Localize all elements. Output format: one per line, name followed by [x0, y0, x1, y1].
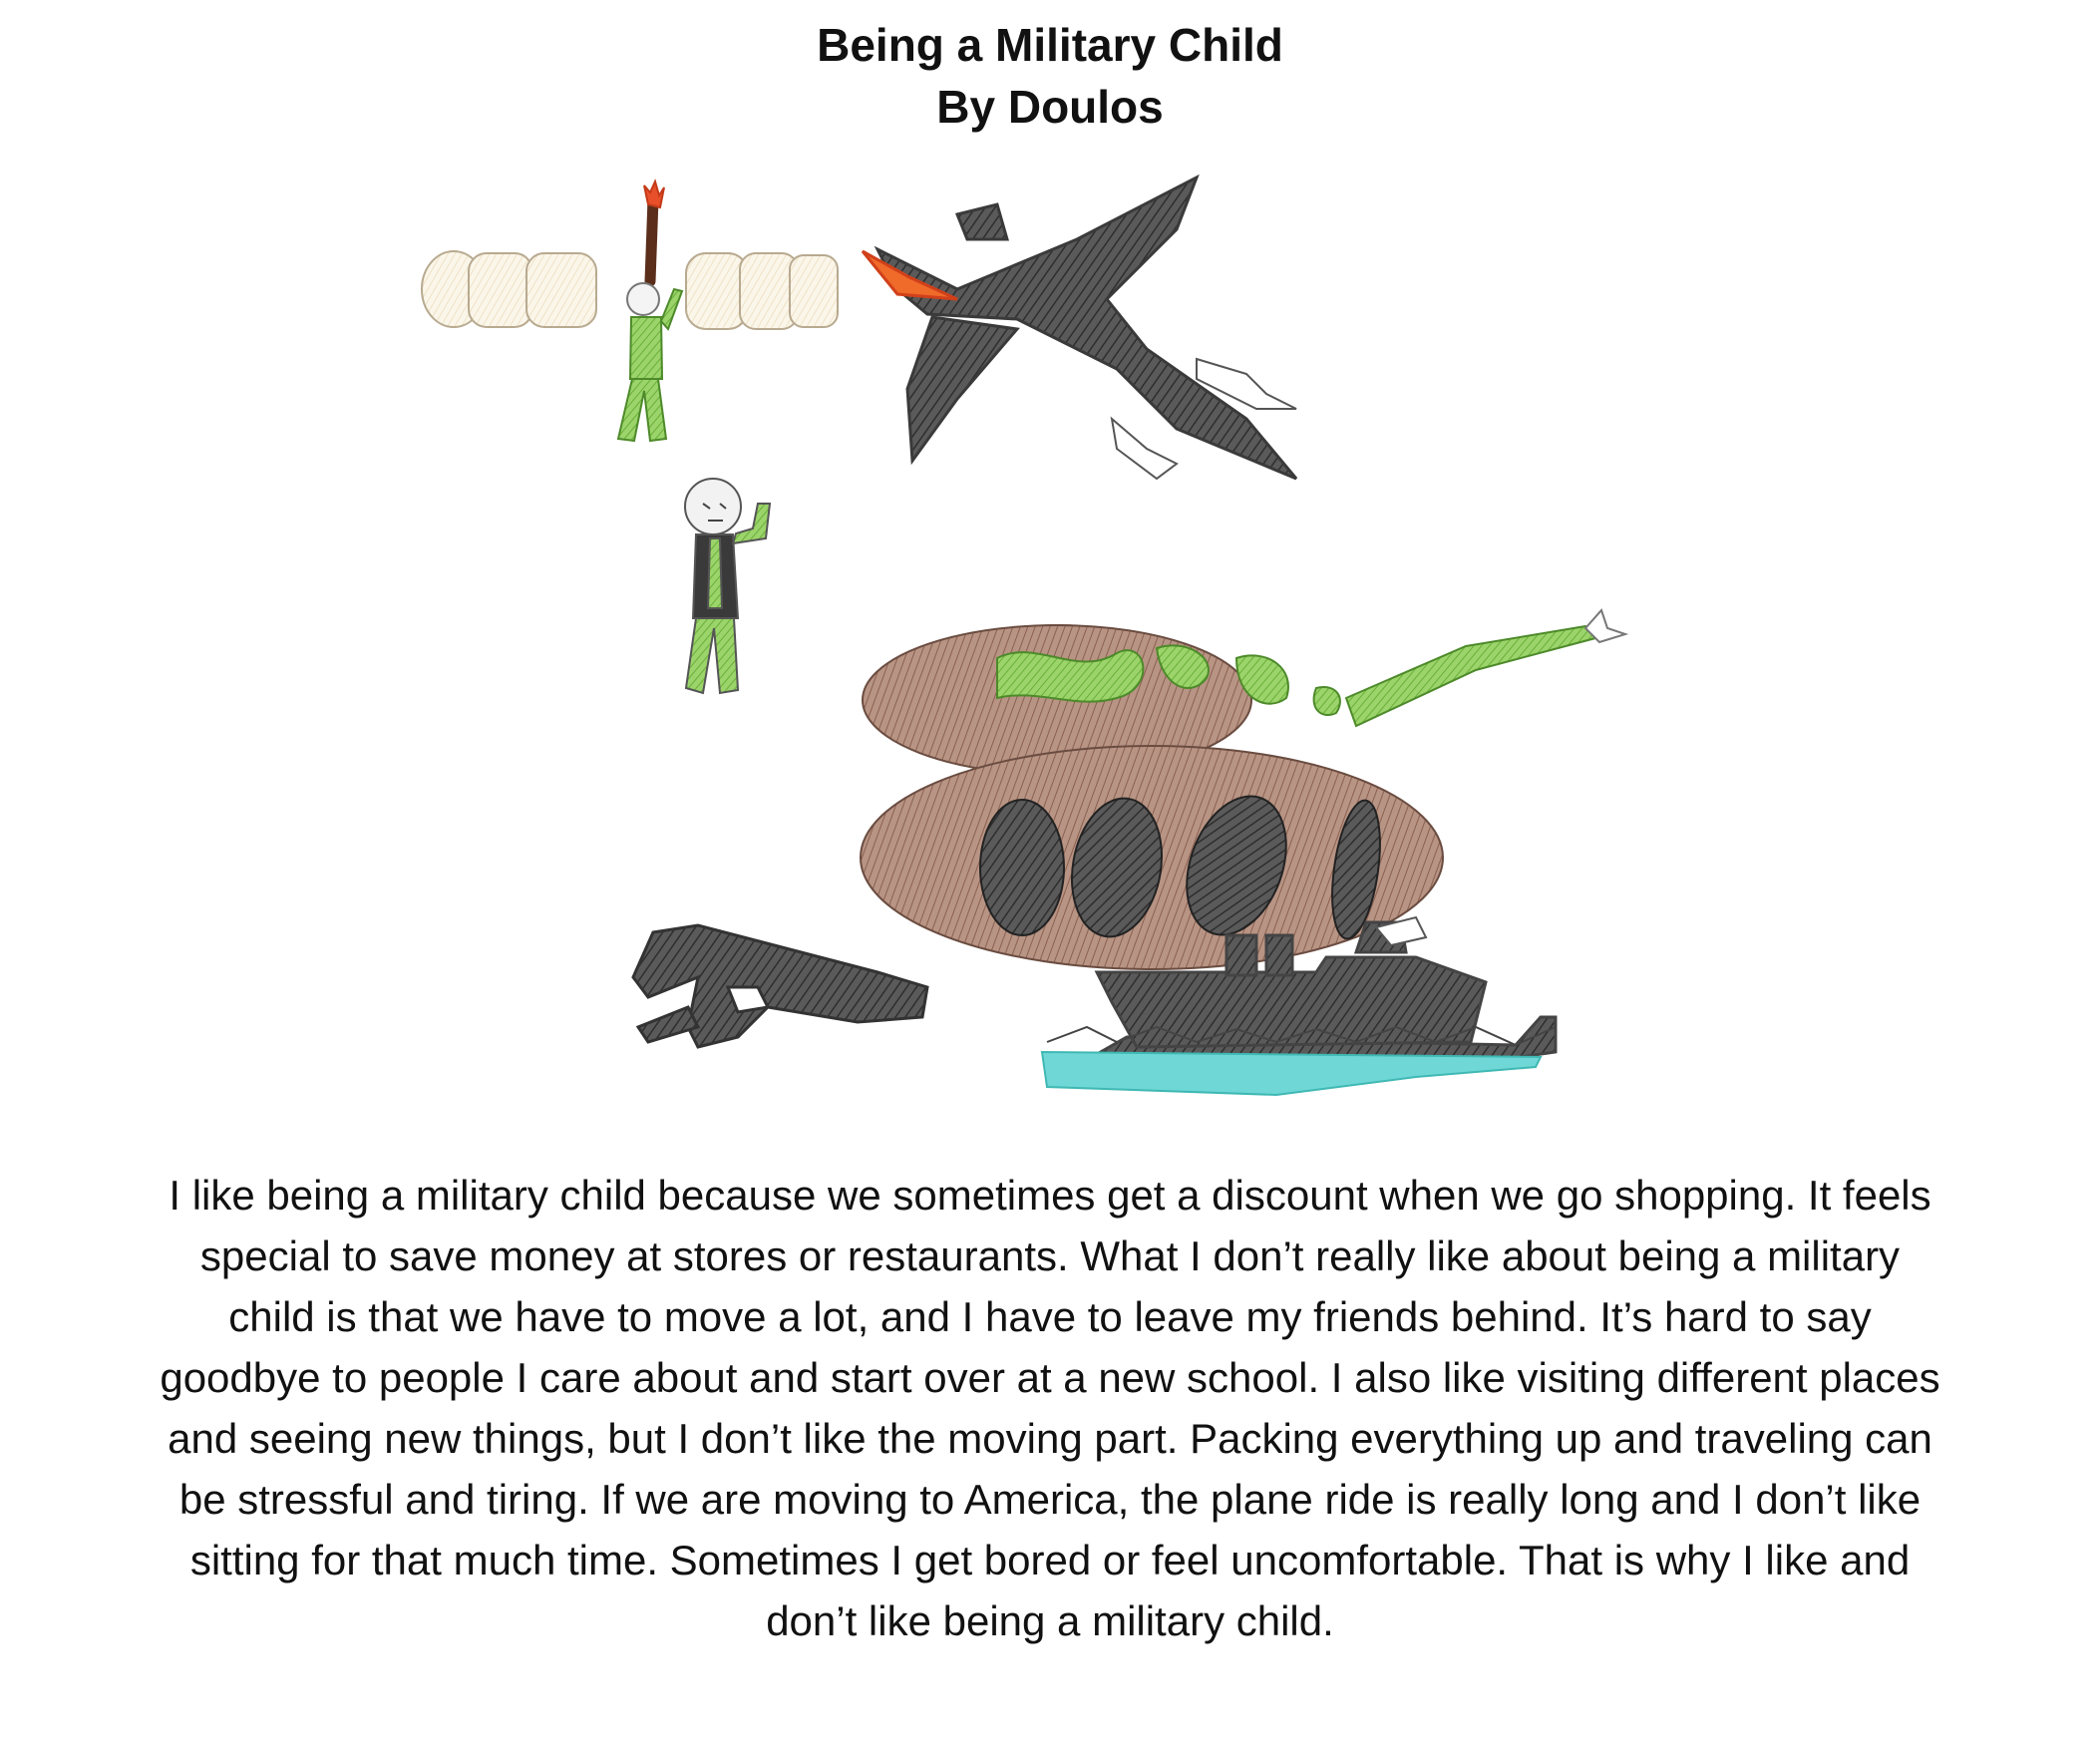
essay-line-7: sitting for that much time. Sometimes I get bored or feel uncomfortable. That is why I like and	[189, 1537, 1911, 1583]
essay-line-5: and seeing new things, but I don’t like the moving part. Packing everything up and traveling can	[168, 1415, 1932, 1462]
soldier-head	[627, 283, 659, 315]
water-icon	[1042, 1052, 1541, 1095]
essay-line-4: goodbye to people I care about and start over at a new school. I also like visiting different places	[160, 1354, 1940, 1401]
byline: By Doulos	[936, 81, 1164, 133]
torch-handle-icon	[650, 199, 653, 281]
title-block	[0, 14, 2100, 138]
essay-line-8: don’t like being a military child.	[766, 1597, 1334, 1644]
essay-body	[20, 1165, 2080, 1651]
saluting-soldier	[685, 479, 770, 693]
cream-cloud-left	[422, 251, 596, 327]
flame-icon	[644, 181, 664, 207]
essay-line-3: child is that we have to move a lot, and I have to leave my friends behind. It’s hard to say	[228, 1293, 1872, 1340]
soldier-with-torch	[422, 181, 838, 441]
pistol	[633, 925, 927, 1047]
essay-line-6: be stressful and tiring. If we are moving to America, the plane ride is really long and I don’t like	[178, 1476, 1922, 1523]
camouflage-tank	[861, 610, 1625, 969]
cream-cloud-right	[686, 253, 838, 329]
crayon-illustration	[399, 160, 1675, 1097]
essay-line-2: special to save money at stores or restaurants. What I don’t really like about being a military	[199, 1232, 1901, 1279]
missile-icon-2	[1112, 419, 1177, 479]
essay-line-1: I like being a military child because we sometimes get a discount when we go shopping. It feels	[169, 1172, 1931, 1219]
fighter-jet	[863, 177, 1296, 479]
page-title: Being a Military Child	[817, 19, 1283, 71]
